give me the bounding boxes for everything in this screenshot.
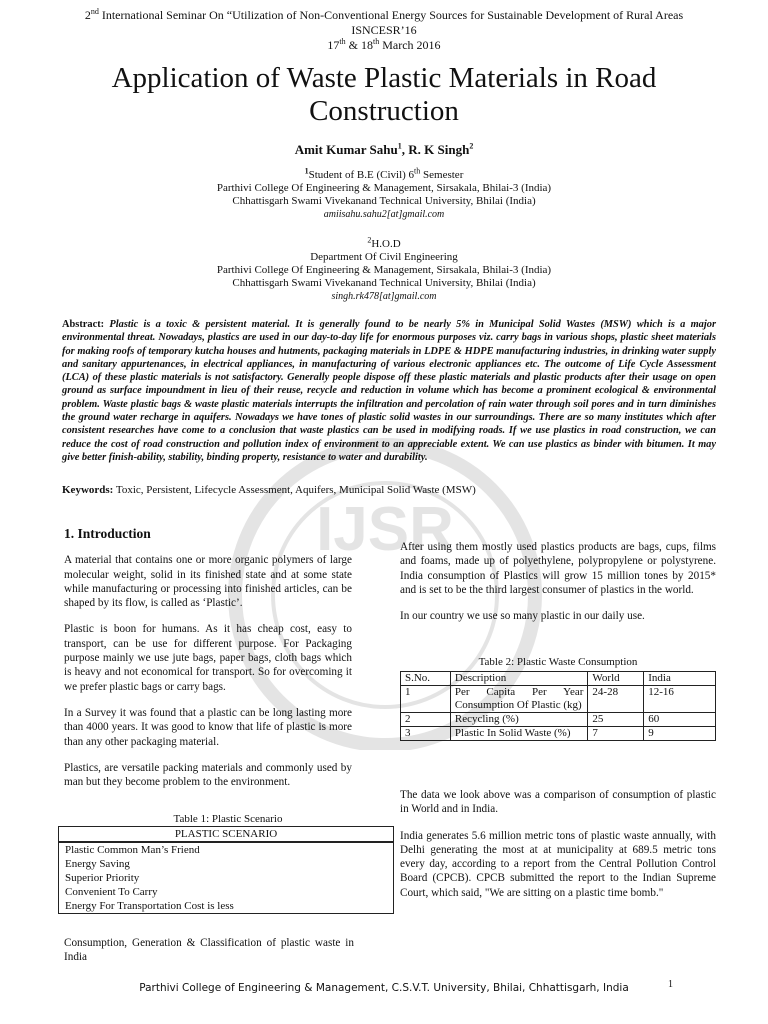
right-paragraph-3: The data we look above was a comparison of consumption of plastic in World and in India.	[400, 789, 716, 816]
affiliation-1: $^1$Student of B.E (Civil) 6th Semester Parthivi College Of Engineering & Management, Sirsakala, Bhilai-3 (India) Chhattisgarh Swami Vivekanand Technical University, Bhilai (India) amiisahu.sahu2[at]gmail.com	[0, 169, 768, 221]
page-footer: Parthivi College of Engineering & Management, C.S.V.T. University, Bhilai, Chhattisgarh, India	[139, 982, 629, 994]
watermark-text: IJSR	[316, 495, 454, 564]
affiliation-2: $^2$H.O.D Department Of Civil Engineering Parthivi College Of Engineering & Management, Sirsakala, Bhilai-3 (India) Chhattisgarh Swami Vivekanand Technical University, Bhilai (India) singh.rk478[at]gmail.com	[0, 238, 768, 303]
keywords: Keywords: Toxic, Persistent, Lifecycle Assessment, Aquifers, Municipal Solid Waste (MSW)	[62, 484, 476, 496]
author-line: Amit Kumar Sahu$^1$, R. K Singh$^2$	[294, 141, 474, 157]
table-row: Energy Saving	[59, 857, 394, 871]
table-row: Plastic Common Man’s Friend	[59, 842, 394, 857]
paper-title: Application of Waste Plastic Materials in Road Construction	[111, 62, 657, 127]
seminar-code: ISNCESR’16	[351, 23, 417, 37]
abstract-text: Plastic is a toxic & persistent material. It is generally found to be nearly 5% in Municipal Solid Wastes (MSW) which is a major environmental threat. Nowadays, plastics are used in our day-to-day life for enormous purposes viz. carry bags in various shops, plastic sheet materials for making roofs of temporary kutcha houses and hutments, packaging materials in LDPE & HDPE manufacturing industries, in drinking water supply and sanitary appurtenances, in electrical appliances, in manufacturing of various electronic appliances etc. The outcome of Life Cycle Assessment (LCA) of these plastic materials is not satisfactory. Generally people dispose off these plastic materials and plastic products after their usage on open ground as surface impoundment in lieu of their reuse, recycle and reduction in volume which has become a prominent ecological & environmental problem. Waste plastic bags & waste plastic materials interrupts the infiltration and percolation of rain water through soil pores and in turn diminishes the ground water recharge in aquifers. Nowadays we have tones of plastic solid wastes in our surroundings. There are so many institutes which after consistent researches have come to a conclusion that waste plastics can be used in modifying roads. If we use plastics in road construction, we can reduce the cost of road construction and pollution index of environment to an appreciable extent. We can use plastics as binder with bitumen. It may give better finish-ability, stability, binding property, resistance to water and durability.	[62, 319, 716, 463]
intro-paragraph-4: Plastics, are versatile packing materials and commonly used by man but they become problem to the environment.	[64, 761, 352, 789]
table-row: Superior Priority	[59, 871, 394, 885]
table-plastic-waste-consumption	[400, 671, 716, 741]
right-paragraph-1: After using them mostly used plastics products are bags, cups, films and foams, made up of polyethylene, polypropylene or polystyrene. India consumption of Plastics will grow 15 million tones by 2015* and is set to be the third largest consumer of plastics in the world.	[400, 541, 716, 596]
section-heading-introduction: 1. Introduction	[64, 526, 151, 541]
right-paragraph-4: India generates 5.6 million metric tons of plastic waste annually, with Delhi generating the most at at municipality at 689.5 metric tons every day, according to a report from the Central Pollution Control Board (CPCB). CPCB submitted the report to the Indian Supreme Court, which said, "We are sitting on a plastic time bomb."	[400, 829, 716, 899]
table-row: 1 Per Capita Per Year Consumption Of Plastic (kg) 24-28 12-16	[401, 686, 716, 713]
right-paragraph-2: In our country we use so many plastic in our daily use.	[400, 610, 645, 623]
page-number: 1	[668, 979, 673, 990]
abstract-label: Abstract:	[62, 319, 105, 330]
table-row: 3 Plastic In Solid Waste (%) 7 9	[401, 727, 716, 741]
left-column	[64, 527, 352, 801]
intro-paragraph-3: In a Survey it was found that a plastic can be long lasting more than 4000 years. It was good to know that life of plastic is more than any other packaging material.	[64, 706, 352, 748]
table-row: Convenient To Carry	[59, 885, 394, 899]
table-2-caption: Table 2: Plastic Waste Consumption	[478, 656, 638, 668]
right-column-top	[400, 540, 716, 635]
table-1-header: PLASTIC SCENARIO	[59, 827, 394, 843]
table-header-row: S.No. Description World India	[401, 672, 716, 686]
seminar-header: 2nd International Seminar On “Utilization of Non-Conventional Energy Sources for Sustainable Development of Rural Areas	[84, 7, 684, 22]
author-1: Amit Kumar Sahu	[294, 142, 398, 157]
intro-paragraph-1: A material that contains one or more organic polymers of large molecular weight, solid in its finished state and at some state while manufacturing or processing into finished articles, can be shaped by its flow, is called as ‘Plastic’.	[64, 554, 352, 610]
seminar-date: 17th & 18th March 2016	[327, 37, 441, 52]
table-plastic-scenario	[58, 826, 394, 914]
author-2: R. K Singh	[408, 142, 470, 157]
email-2: singh.rk478[at]gmail.com	[331, 291, 437, 302]
email-1: amiisahu.sahu2[at]gmail.com	[323, 209, 445, 220]
table-1-caption: Table 1: Plastic Scenario	[173, 813, 283, 825]
left-column-closing: Consumption, Generation & Classification of plastic waste in India	[64, 937, 354, 964]
seminar-title: International Seminar On “Utilization of Non-Conventional Energy Sources for Sustainable Development of Rural Areas	[98, 8, 684, 22]
right-column-bottom	[400, 788, 716, 912]
seminar-ordinal: 2	[84, 8, 91, 22]
intro-paragraph-2: Plastic is boon for humans. As it has cheap cost, easy to transport, can be use for different purpose. For Packaging purpose mainly we use jute bags, paper bags, cloth bags which is heavy and not economical for transport. So for overcoming it we prefer plastic bags or carry bags.	[64, 623, 352, 693]
table-row: 2 Recycling (%) 25 60	[401, 713, 716, 727]
table-row: Energy For Transportation Cost is less	[59, 899, 394, 914]
